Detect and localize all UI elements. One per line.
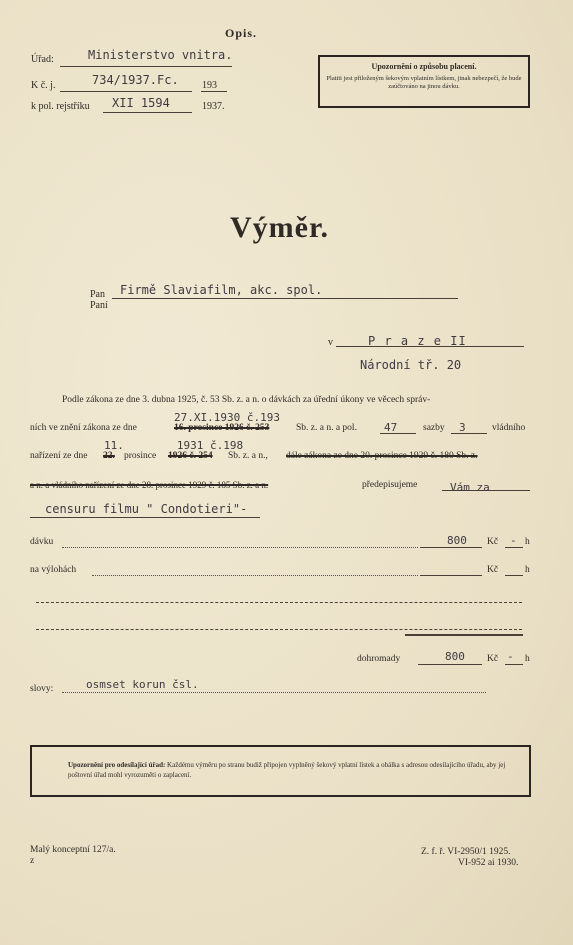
body-line-3-correction: 11. 1931 č.198 [104, 439, 244, 452]
davku-dots [62, 547, 418, 548]
pol-number: 47 [384, 421, 398, 434]
body-line-3-month: prosince [124, 451, 157, 461]
body-line-1: Podle zákona ze dne 3. dubna 1925, č. 53 Sb. z. a n. o dávkách za úřední úkony ve věcech správ- [62, 395, 431, 405]
sazby-value: 3 [459, 421, 466, 434]
davku-kc: Kč [487, 537, 499, 547]
slovy-label: slovy: [30, 684, 54, 694]
kc-year: 193 [202, 80, 217, 91]
recipient-city: P r a z e II [368, 334, 467, 348]
body-line-2-correction: 27.XI.1930 č.193 [174, 411, 280, 424]
pol-underline [103, 112, 192, 113]
body-line-2-start: ních ve znění zákona ze dne [30, 423, 137, 433]
slovy-value: osmset korun čsl. [86, 678, 199, 691]
davku-h-underline [505, 547, 523, 548]
davku-label: dávku [30, 537, 54, 547]
sum-rule [405, 634, 523, 636]
body-line-4-struck: a n. a vládního nařízení ze dne 28. prosince 1929 č. 185 Sb. z. a n. [30, 480, 269, 490]
kc-year-underline [201, 91, 227, 92]
pol-label: k pol. rejstříku [31, 101, 90, 112]
vylohach-dots [92, 575, 418, 576]
recipient-street: Národní tř. 20 [360, 358, 462, 372]
body-line-2-end: Sb. z. a n. a pol. [296, 423, 357, 433]
dohromady-h-label: h [525, 654, 530, 664]
body-line-3-mid: Sb. z. a n., [228, 451, 268, 461]
page-title: Výměr. [230, 211, 330, 244]
body-line-4-typed: Vám za [450, 481, 490, 494]
sazby-underline [451, 433, 487, 434]
footer-ref-1: Z. f. ř. VI-2950/1 1925. [421, 847, 511, 857]
sender-notice-title: Upozornění pro odesílající úřad: [68, 761, 166, 769]
urad-label: Úřad: [31, 54, 54, 65]
vylohach-h-underline [505, 575, 523, 576]
recipient-name: Firmě Slaviafilm, akc. spol. [120, 283, 323, 297]
body-line-3-start: nařízení ze dne [30, 451, 88, 461]
footer-ref-2: VI-952 ai 1930. [458, 858, 519, 868]
kc-value: 734/1937.Fc. [92, 73, 179, 87]
dohromady-h-value: - [507, 650, 514, 663]
sender-notice-box [30, 745, 531, 797]
pani-label: Paní [90, 300, 108, 311]
kc-underline [60, 91, 192, 92]
pol-year: 1937. [202, 101, 225, 112]
dohromady-kc: Kč [487, 654, 499, 664]
body-line-5-underline [30, 517, 260, 518]
sender-notice-text: Každému výměru po stranu budiž připojen vyplněný šekový vplatní lístek a obálka s adresou odesílajícího úřadu, aby jej poštovní úřad mohl vyrozuměti o zaplacení. [68, 761, 506, 779]
opis-heading: Opis. [225, 26, 258, 40]
pol-value: XII 1594 [112, 96, 170, 110]
payment-notice-text: Platiti jest přiloženým šekovým vplatním lístkem, jinak nebezpečí, že bude zaúčtováno na jinou dávku. [326, 75, 522, 90]
body-line-5-typed: censuru filmu " Condotieri"- [45, 502, 248, 516]
vylohach-h-label: h [525, 565, 530, 575]
recipient-underline [112, 298, 458, 299]
body-line-3-day-struck: 22. [103, 451, 115, 461]
davku-h-label: h [525, 537, 530, 547]
pan-label: Pan [90, 289, 105, 300]
urad-value: Ministerstvo vnitra. [88, 48, 233, 62]
v-label: v [328, 337, 333, 348]
dohromady-h-underline [505, 664, 523, 665]
body-line-2-struck: 16. prosince 1926 č. 253 [174, 423, 270, 433]
blank-line-2 [36, 629, 522, 630]
sazby-label: sazby [423, 423, 445, 433]
payment-notice-box [318, 55, 530, 108]
slovy-dots [62, 692, 486, 693]
dohromady-amount: 800 [445, 650, 465, 663]
vylohach-kc: Kč [487, 565, 499, 575]
body-line-4-end: předepisujeme [362, 480, 418, 490]
payment-notice-title: Upozornění o způsobu placení. [371, 62, 477, 71]
form-number: Malý konceptní 127/a. [30, 845, 116, 855]
kc-label: K č. j. [31, 80, 56, 91]
vladniho-label: vládního [492, 423, 526, 433]
dohromady-label: dohromady [357, 654, 401, 664]
body-line-3-struck: 1926 č. 254 [168, 451, 213, 461]
davku-amount: 800 [447, 534, 467, 547]
blank-line-1 [36, 602, 522, 603]
dohromady-underline [418, 664, 482, 665]
form-z: z [30, 856, 35, 866]
body-line-3-struck-2: dále zákona ze dne 20. prosince 1929 č. 180 Sb. z. [286, 451, 478, 461]
davku-h-value: - [510, 534, 517, 547]
sender-notice [68, 760, 509, 780]
vylohach-amount-underline [420, 575, 482, 576]
vylohach-label: na výlohách [30, 565, 77, 575]
urad-underline [60, 66, 232, 67]
davku-amount-underline [420, 547, 482, 548]
